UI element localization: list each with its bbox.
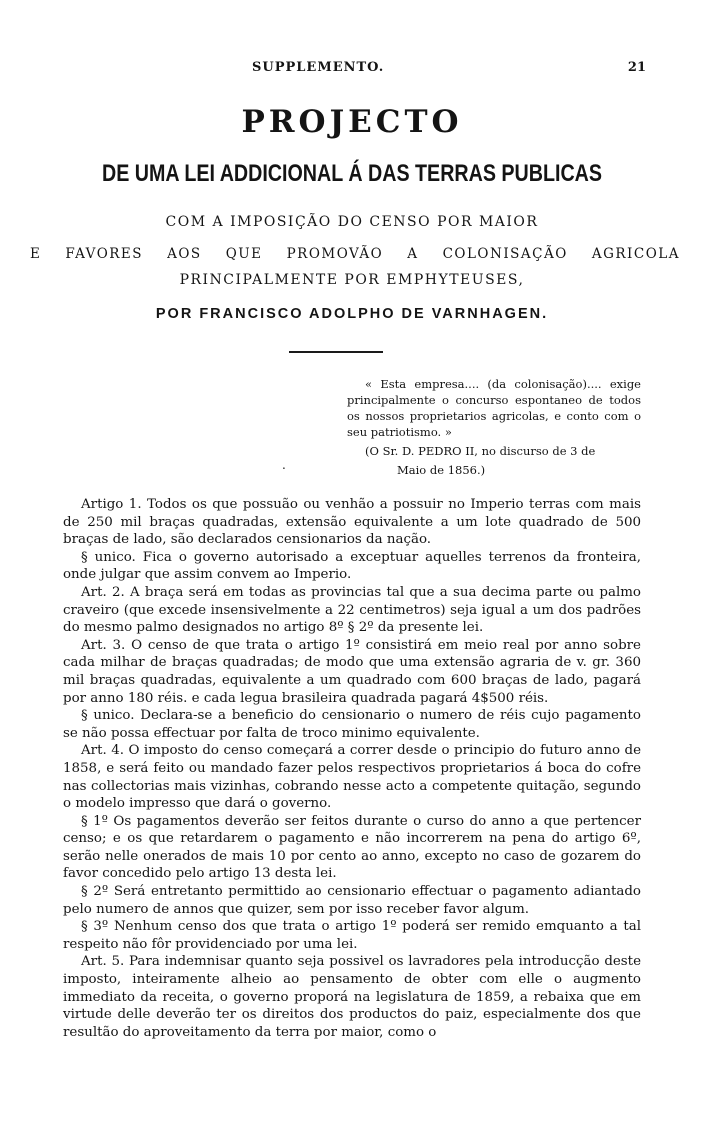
page-number: 21 <box>627 60 646 75</box>
title-divider <box>289 351 383 353</box>
stray-mark: . <box>282 458 286 472</box>
author-line: POR FRANCISCO ADOLPHO DE VARNHAGEN. <box>155 306 549 322</box>
paragraph-art-5: Art. 5. Para indemnisar quanto seja possivel os lavradores pela introducção deste imposto, inteiramente alheio ao pensamento de obter com elle o augmento immediato da receita, o governo proporá na legislatura de 1859, a rebaixa que em virtude delle deverão ter os direitos dos productos do paiz, especialmente dos que resultão do aproveitamento da terra por maior, como o <box>63 954 641 1040</box>
document-subtitle: DE UMA LEI ADDICIONAL Á DAS TERRAS PUBLICAS <box>101 160 603 187</box>
subtitle-line-1: COM A IMPOSIÇÃO DO CENSO POR MAIOR <box>165 214 539 230</box>
document-title: PROJECTO <box>241 104 463 140</box>
paragraph-art-3-unico: § unico. Declara-se a beneficio do censionario o numero de réis cujo pagamento se não possa effectuar por falta de troco minimo equivalente. <box>63 708 641 741</box>
body-text <box>63 496 641 1041</box>
subtitle-line-3: PRINCIPALMENTE POR EMPHYTEUSES, <box>179 272 525 288</box>
paragraph-art-4-s2: § 2º Será entretanto permittido ao censionario effectuar o pagamento adiantado pelo numero de annos que quizer, sem por isso receber favor algum. <box>63 884 641 917</box>
paragraph-art-4-s3: § 3º Nenhum censo dos que trata o artigo 1º poderá ser remido emquanto a tal respeito não fôr providenciado por uma lei. <box>63 919 641 952</box>
running-head: SUPPLEMENTO. <box>252 60 385 75</box>
paragraph-art-4: Art. 4. O imposto do censo começará a correr desde o principio do futuro anno de 1858, e será feito ou mandado fazer pelos respectivos proprietarios á boca do cofre nas collectorias mais vizinhas, cobrando nesse acto a competente quitação, segundo o modelo impresso que dará o governo. <box>63 743 641 812</box>
paragraph-artigo-1: Artigo 1. Todos os que possuão ou venhão a possuir no Imperio terras com mais de 250 mil braças quadradas, extensão equivalente a um lote quadrado de 500 braças de lado, são declarados censionarios da nação. <box>63 497 641 548</box>
epigraph-citation: (O Sr. D. PEDRO II, no discurso de 3 de <box>365 444 596 458</box>
paragraph-art-2: Art. 2. A braça será em todas as provincias tal que a sua decima parte ou palmo craveiro (que excede insensivelmente a 22 centimetros) seja igual a um dos padrões do mesmo palmo designados no artigo 8º § 2º da presente lei. <box>63 584 641 636</box>
paragraph-art-3: Art. 3. O censo de que trata o artigo 1º consistirá em meio real por anno sobre cada milhar de braças quadradas; de modo que uma extensão agraria de v. gr. 360 mil braças quadradas, equivalente a um quadrado com 600 braças de lado, pagará por anno 180 réis. e cada legua brasileira quadrada pagará 4$500 réis. <box>63 637 641 706</box>
epigraph-quote: « Esta empresa.... (da colonisação).... exige principalmente o concurso espontaneo de todos os nossos proprietarios agricolas, e conto com o seu patriotismo. » <box>347 377 641 439</box>
paragraph-artigo-1-unico: § unico. Fica o governo autorisado a exceptuar aquelles terrenos da fronteira, onde julgar que assim convem ao Imperio. <box>63 549 641 583</box>
epigraph <box>347 376 641 478</box>
subtitle-line-2: E FAVORES AOS QUE PROMOVÃO A COLONISAÇÃO AGRICOLA <box>30 246 680 262</box>
epigraph-citation-date: Maio de 1856.) <box>397 463 486 477</box>
paragraph-art-4-s1: § 1º Os pagamentos deverão ser feitos durante o curso do anno a que pertencer censo; e os que retardarem o pagamento e não incorrerem na pena do artigo 6º, serão nelle onerados de mais 10 por cento ao anno, excepto no caso de gozarem do favor concedido pelo artigo 13 desta lei. <box>63 813 641 882</box>
